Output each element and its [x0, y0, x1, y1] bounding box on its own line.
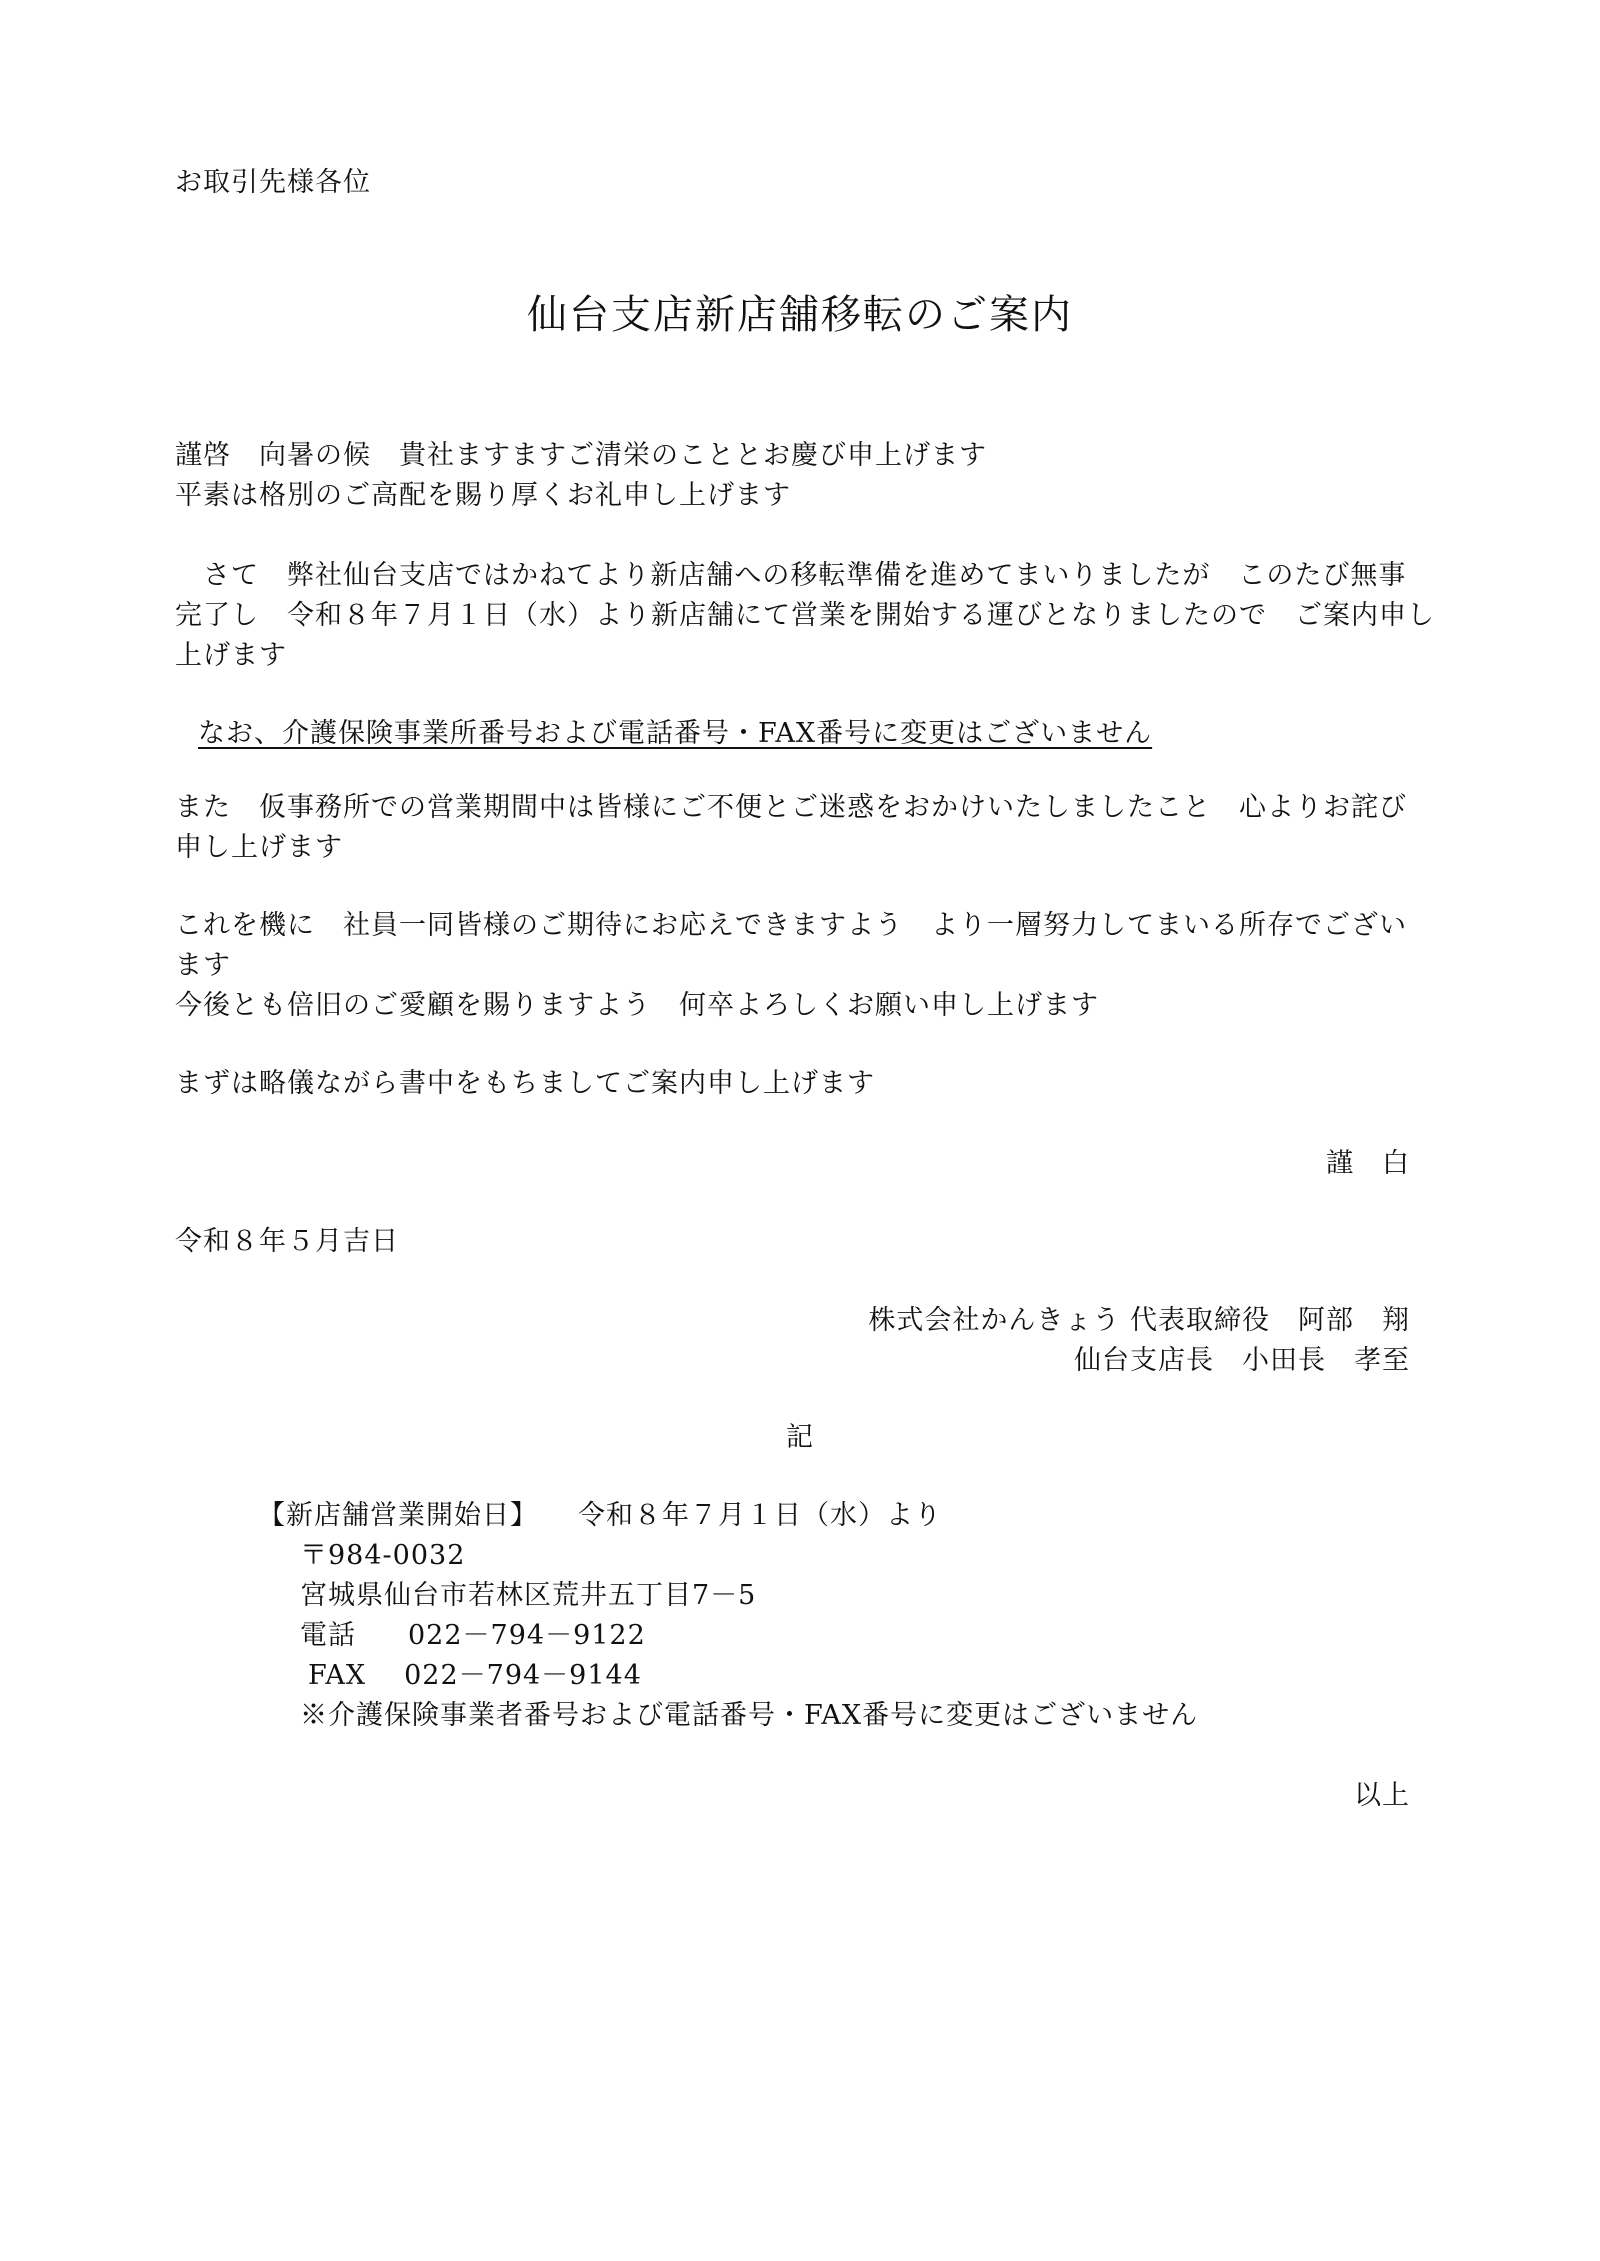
fax-value: 022－794－9144	[404, 1660, 642, 1691]
paragraph3-line-2: ます	[175, 950, 231, 981]
document-title: 仙台支店新店舗移転のご案内	[527, 292, 1073, 338]
end-ijo: 以上	[1354, 1780, 1410, 1811]
paragraph1-line-1: さて 弊社仙台支店ではかねてより新店舗への移転準備を進めてまいりましたが このたび無事	[175, 560, 1407, 591]
sender-line-1: 株式会社かんきょう 代表取締役 阿部 翔	[868, 1305, 1410, 1336]
open-date-row	[258, 1498, 942, 1534]
issue-date: 令和８年５月吉日	[175, 1226, 399, 1257]
sender-line-2: 仙台支店長 小田長 孝至	[1074, 1345, 1410, 1376]
paragraph3-line-1: これを機に 社員一同皆様のご期待にお応えできますよう より一層努力してまいる所存でござい	[175, 910, 1407, 941]
fax-row	[308, 1658, 642, 1694]
ki-heading: 記	[786, 1422, 814, 1453]
tel-value: 022－794－9122	[408, 1620, 646, 1651]
closing-kinpaku: 謹 白	[1326, 1148, 1410, 1179]
paragraph4: まずは略儀ながら書中をもちましてご案内申し上げます	[175, 1068, 875, 1099]
postal-code: 〒984-0032	[300, 1540, 466, 1571]
address: 宮城県仙台市若林区荒井五丁目7－5	[300, 1580, 757, 1611]
open-date-label: 【新店舗営業開始日】	[258, 1500, 538, 1531]
tel-label: 電話	[300, 1620, 356, 1651]
notice-underlined: なお、介護保険事業所番号および電話番号・FAX番号に変更はございません	[198, 718, 1153, 749]
details-note: ※介護保険事業者番号および電話番号・FAX番号に変更はございません	[300, 1700, 1199, 1731]
fax-label: FAX	[308, 1660, 367, 1691]
addressee: お取引先様各位	[175, 167, 371, 198]
paragraph3-line-3: 今後とも倍旧のご愛顧を賜りますよう 何卒よろしくお願い申し上げます	[175, 990, 1099, 1021]
greeting-line-1: 謹啓 向暑の候 貴社ますますご清栄のこととお慶び申上げます	[175, 440, 987, 471]
paragraph1-line-2: 完了し 令和８年７月１日（水）より新店舗にて営業を開始する運びとなりましたので ご案内申し	[175, 600, 1435, 631]
paragraph2-line-1: また 仮事務所での営業期間中は皆様にご不便とご迷惑をおかけいたしましたこと 心よりお詫び	[175, 792, 1407, 823]
open-date-value: 令和８年７月１日（水）より	[578, 1500, 942, 1531]
paragraph2-line-2: 申し上げます	[175, 832, 343, 863]
greeting-line-2: 平素は格別のご高配を賜り厚くお礼申し上げます	[175, 480, 791, 511]
tel-row	[300, 1618, 646, 1654]
paragraph1-line-3: 上げます	[175, 640, 287, 671]
